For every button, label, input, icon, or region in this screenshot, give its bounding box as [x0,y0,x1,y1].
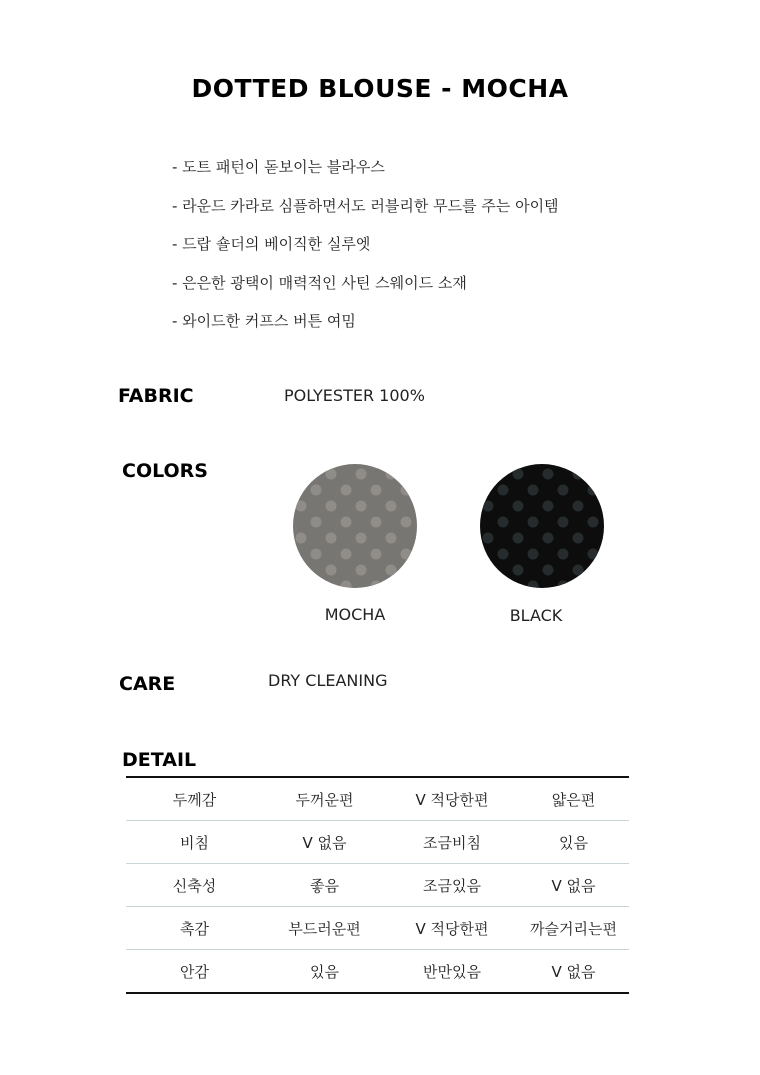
pattern-dot [326,565,337,576]
swatch-pattern [480,464,604,588]
pattern-dot [528,517,539,528]
pattern-dot [543,565,554,576]
feature-item: - 라운드 카라로 심플하면서도 러블리한 무드를 주는 아이템 [172,196,559,215]
table-cell: 신축성 [126,864,263,907]
pattern-dot [543,501,554,512]
detail-table [126,776,629,994]
table-cell: V 없음 [263,821,386,864]
pattern-dot [356,565,367,576]
pattern-dot [483,469,494,480]
pattern-dot [311,549,322,560]
pattern-dot [311,517,322,528]
pattern-dot [401,517,412,528]
pattern-dot [416,501,418,512]
pattern-dot [513,533,524,544]
feature-list [172,158,559,351]
pattern-dot [296,533,307,544]
pattern-dot [296,469,307,480]
pattern-dot [311,485,322,496]
pattern-dot [483,501,494,512]
table-row [126,950,629,994]
table-cell: 있음 [518,821,629,864]
pattern-dot [603,469,605,480]
pattern-dot [498,581,509,589]
pattern-dot [356,501,367,512]
colors-label: COLORS [122,460,208,482]
feature-item: - 드랍 숄더의 베이직한 실루엣 [172,235,371,253]
pattern-dot [483,565,494,576]
pattern-dot [386,501,397,512]
table-cell: V 적당한편 [386,907,518,950]
pattern-dot [543,533,554,544]
table-cell: 얇은편 [518,777,629,821]
table-row [126,907,629,950]
color-name-mocha: MOCHA [324,605,386,624]
table-cell: 반만있음 [423,962,481,981]
table-cell: 부드러운편 [263,907,386,950]
pattern-dot [311,581,322,589]
table-cell: V 없음 [518,864,629,907]
pattern-dot [386,469,397,480]
care-value: DRY CLEANING [268,671,388,690]
pattern-dot [558,549,569,560]
pattern-dot [386,565,397,576]
pattern-dot [588,581,599,589]
table-cell: 까슬거리는편 [518,907,629,950]
pattern-dot [371,517,382,528]
color-swatch-black [480,464,604,588]
pattern-dot [401,581,412,589]
pattern-dot [573,533,584,544]
swatch-pattern [293,464,417,588]
pattern-dot [401,485,412,496]
pattern-dot [326,501,337,512]
pattern-dot [416,469,418,480]
pattern-dot [558,517,569,528]
pattern-dot [528,549,539,560]
product-title: DOTTED BLOUSE - MOCHA [191,74,569,103]
pattern-dot [386,533,397,544]
pattern-dot [573,469,584,480]
pattern-dot [588,549,599,560]
feature-item: - 와이드한 커프스 버튼 여밈 [172,312,356,330]
table-cell: 있음 [310,962,339,981]
table-cell: 두께감 [126,777,263,821]
pattern-dot [513,501,524,512]
table-row [126,777,629,821]
pattern-dot [356,469,367,480]
pattern-dot [558,485,569,496]
pattern-dot [371,485,382,496]
pattern-dot [296,565,307,576]
pattern-dot [543,469,554,480]
feature-item: - 은은한 광택이 매력적인 사틴 스웨이드 소재 [172,273,467,292]
pattern-dot [416,565,418,576]
care-label: CARE [119,673,176,695]
pattern-dot [498,549,509,560]
table-cell: 조금있음 [386,864,518,907]
pattern-dot [498,517,509,528]
table-row [126,821,629,864]
pattern-dot [588,517,599,528]
pattern-dot [603,501,605,512]
table-cell: V 적당한편 [386,777,518,821]
pattern-dot [326,533,337,544]
color-name-black: BLACK [509,606,563,625]
feature-item: - 도트 패턴이 돋보이는 블라우스 [172,158,385,176]
table-cell: 안감 [180,962,209,981]
pattern-dot [498,485,509,496]
table-cell: 두꺼운편 [263,777,386,821]
pattern-dot [573,501,584,512]
pattern-dot [573,565,584,576]
table-cell: 촉감 [126,907,263,950]
pattern-dot [603,565,605,576]
pattern-dot [341,485,352,496]
pattern-dot [401,549,412,560]
pattern-dot [296,501,307,512]
pattern-dot [326,469,337,480]
fabric-label: FABRIC [118,385,194,407]
pattern-dot [513,469,524,480]
pattern-dot [513,565,524,576]
pattern-dot [356,533,367,544]
detail-label: DETAIL [122,749,197,771]
table-cell: 좋음 [263,864,386,907]
pattern-dot [588,485,599,496]
pattern-dot [371,549,382,560]
fabric-value: POLYESTER 100% [284,386,425,405]
table-cell: 조금비침 [386,821,518,864]
pattern-dot [341,549,352,560]
table-row [126,864,629,907]
table-cell: 비침 [126,821,263,864]
color-swatch-mocha [293,464,417,588]
pattern-dot [483,533,494,544]
pattern-dot [341,517,352,528]
pattern-dot [528,485,539,496]
table-cell: V 없음 [551,962,596,981]
